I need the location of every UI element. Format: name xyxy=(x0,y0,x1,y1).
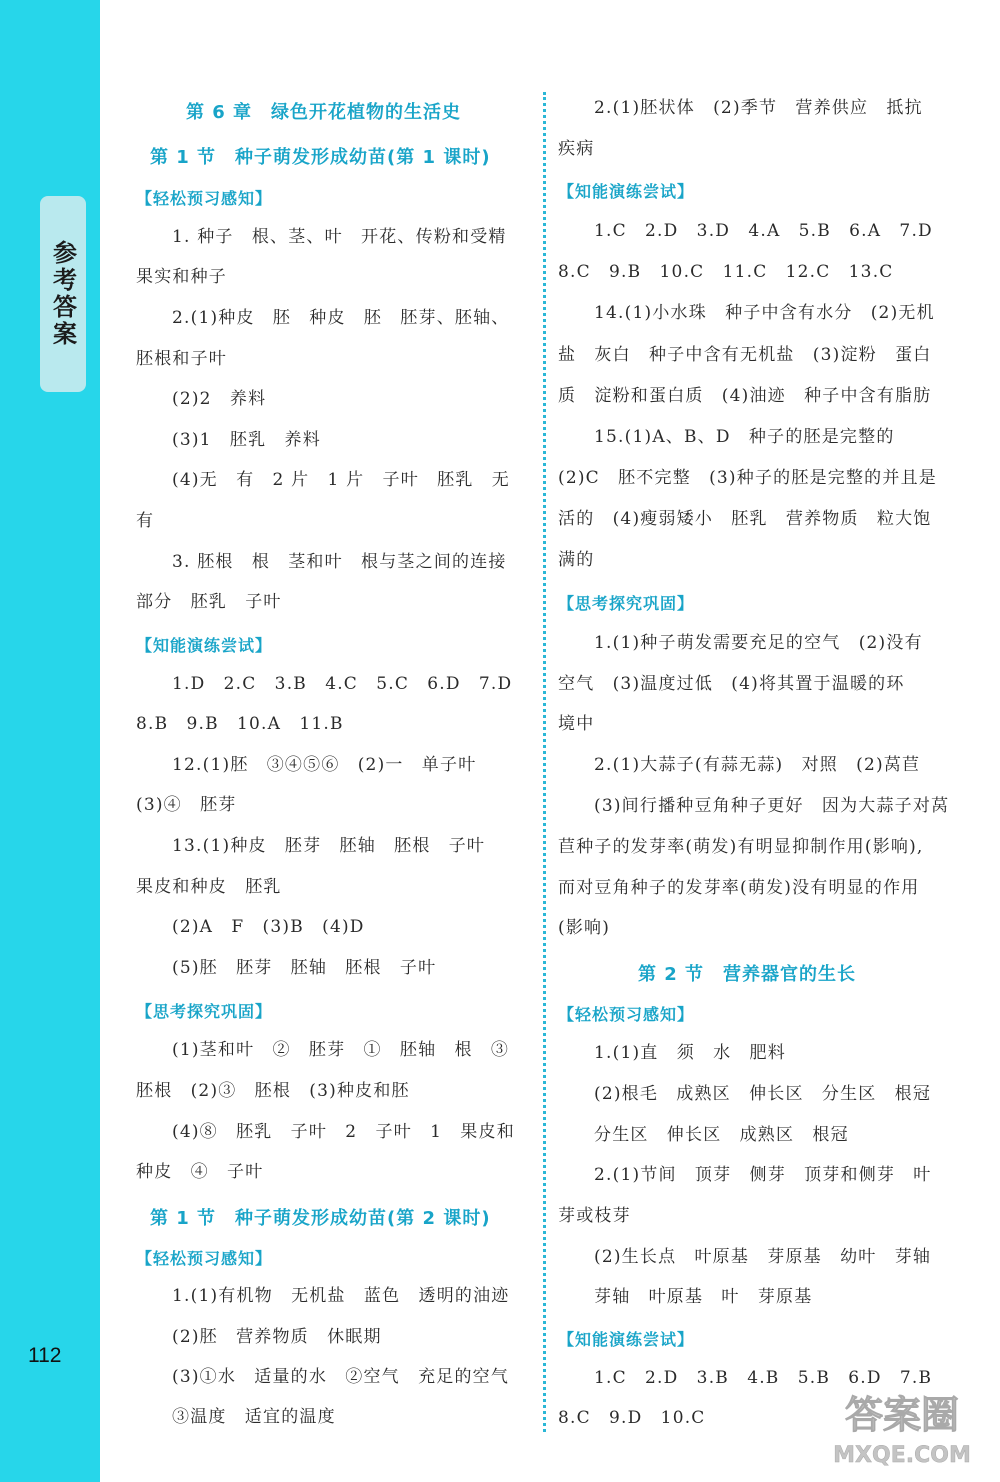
section-tab xyxy=(40,196,86,392)
answer-line: (2)2 养料 xyxy=(172,389,267,409)
answer-line: (2)生长点 叶原基 芽原基 幼叶 芽轴 xyxy=(594,1247,932,1267)
answer-line: 15.(1)A、B、D 种子的胚是完整的 xyxy=(594,427,895,447)
answer-line: 盐 灰白 种子中含有无机盐 (3)淀粉 蛋白 xyxy=(558,345,932,365)
answer-line: 1. 种子 根、茎、叶 开花、传粉和受精 xyxy=(172,227,507,247)
answer-line: 有 xyxy=(136,511,155,531)
answer-line: 境中 xyxy=(558,714,595,734)
answer-line: 8.B 9.B 10.A 11.B xyxy=(136,714,344,734)
answer-line: (3)④ 胚芽 xyxy=(136,795,237,815)
section-heading: 第 2 节 营养器官的生长 xyxy=(638,964,857,985)
section-tag-preview: 【轻松预习感知】 xyxy=(136,1249,273,1268)
answer-line: 2.(1)节间 顶芽 侧芽 顶芽和侧芽 叶 xyxy=(594,1165,932,1185)
section-tag-preview: 【轻松预习感知】 xyxy=(558,1005,695,1024)
column-divider xyxy=(543,92,546,1432)
watermark-url: MXQE.COM xyxy=(833,1443,971,1468)
answer-line: (1)茎和叶 ② 胚芽 ① 胚轴 根 ③ xyxy=(172,1040,510,1060)
answer-line: 而对豆角种子的发芽率(萌发)没有明显的作用 xyxy=(558,878,920,898)
answer-line: (3)①水 适量的水 ②空气 充足的空气 xyxy=(172,1367,510,1387)
answer-line: (2)胚 营养物质 休眠期 xyxy=(172,1327,382,1347)
answer-line: 质 淀粉和蛋白质 (4)油迹 种子中含有脂肪 xyxy=(558,386,932,406)
answer-line: 13.(1)种皮 胚芽 胚轴 胚根 子叶 xyxy=(172,836,486,856)
chapter-title: 第 6 章 绿色开花植物的生活史 xyxy=(186,102,462,123)
answer-line: (2)根毛 成熟区 伸长区 分生区 根冠 xyxy=(594,1084,932,1104)
section-tag-explore: 【思考探究巩固】 xyxy=(136,1002,273,1021)
page-number: 112 xyxy=(28,1344,62,1367)
answer-line: 分生区 伸长区 成熟区 根冠 xyxy=(594,1125,849,1145)
section-tag-preview: 【轻松预习感知】 xyxy=(136,189,273,208)
answer-line: (3)1 胚乳 养料 xyxy=(172,430,321,450)
answer-line: 2.(1)大蒜子(有蒜无蒜) 对照 (2)莴苣 xyxy=(594,755,921,775)
section-heading: 第 1 节 种子萌发形成幼苗(第 1 课时) xyxy=(150,147,491,168)
answer-line: 芽或枝芽 xyxy=(558,1206,631,1226)
answer-line: (3)间行播种豆角种子更好 因为大蒜子对莴 xyxy=(594,796,950,816)
watermark-text: 答案圈 xyxy=(844,1393,960,1437)
answer-line: 活的 (4)瘦弱矮小 胚乳 营养物质 粒大饱 xyxy=(558,509,932,529)
answer-line: 12.(1)胚 ③④⑤⑥ (2)一 单子叶 xyxy=(172,755,477,775)
answer-line: (5)胚 胚芽 胚轴 胚根 子叶 xyxy=(172,958,437,978)
section-tag-practice: 【知能演练尝试】 xyxy=(558,182,695,201)
answer-line: 1.(1)有机物 无机盐 蓝色 透明的油迹 xyxy=(172,1286,510,1306)
section-tag-practice: 【知能演练尝试】 xyxy=(558,1330,695,1349)
section-tag-practice: 【知能演练尝试】 xyxy=(136,636,273,655)
answer-line: 1.D 2.C 3.B 4.C 5.C 6.D 7.D xyxy=(172,674,513,694)
answer-line: 胚根 (2)③ 胚根 (3)种皮和胚 xyxy=(136,1081,410,1101)
answer-line: 1.(1)种子萌发需要充足的空气 (2)没有 xyxy=(594,633,923,653)
answer-line: 14.(1)小水珠 种子中含有水分 (2)无机 xyxy=(594,303,935,323)
answer-line: 种皮 ④ 子叶 xyxy=(136,1162,264,1182)
answer-line: ③温度 适宜的温度 xyxy=(172,1407,336,1427)
answer-line: 空气 (3)温度过低 (4)将其置于温暖的环 xyxy=(558,674,905,694)
answer-line: 苣种子的发芽率(萌发)有明显抑制作用(影响), xyxy=(558,837,924,857)
answer-line: 果实和种子 xyxy=(136,267,227,287)
answer-line: 疾病 xyxy=(558,139,595,159)
watermark-logo xyxy=(822,1380,982,1470)
answer-line: 2.(1)种皮 胚 种皮 胚 胚芽、胚轴、 xyxy=(172,308,510,328)
answer-line: (4)无 有 2 片 1 片 子叶 胚乳 无 xyxy=(172,470,510,490)
section-heading: 第 1 节 种子萌发形成幼苗(第 2 课时) xyxy=(150,1208,491,1229)
answer-line: (2)C 胚不完整 (3)种子的胚是完整的并且是 xyxy=(558,468,937,488)
section-tag-explore: 【思考探究巩固】 xyxy=(558,594,695,613)
answer-line: 8.C 9.D 10.C xyxy=(558,1408,706,1428)
answer-line: (4)⑧ 胚乳 子叶 2 子叶 1 果皮和 xyxy=(172,1122,515,1142)
answer-line: 芽轴 叶原基 叶 芽原基 xyxy=(594,1287,813,1307)
answer-line: (影响) xyxy=(558,918,611,938)
answer-line: 2.(1)胚状体 (2)季节 营养供应 抵抗 xyxy=(594,98,923,118)
section-tab-label: 参考答案 xyxy=(48,240,77,348)
answer-line: 8.C 9.B 10.C 11.C 12.C 13.C xyxy=(558,262,894,282)
answer-line: (2)A F (3)B (4)D xyxy=(172,917,365,937)
answer-line: 部分 胚乳 子叶 xyxy=(136,592,282,612)
answer-line: 胚根和子叶 xyxy=(136,349,227,369)
answer-line: 1.C 2.D 3.D 4.A 5.B 6.A 7.D xyxy=(594,221,933,241)
answer-line: 1.C 2.D 3.B 4.B 5.B 6.D 7.B xyxy=(594,1368,933,1388)
answer-line: 果皮和种皮 胚乳 xyxy=(136,877,282,897)
answer-line: 3. 胚根 根 茎和叶 根与茎之间的连接 xyxy=(172,552,507,572)
answer-line: 满的 xyxy=(558,550,595,570)
answer-line: 1.(1)直 须 水 肥料 xyxy=(594,1043,786,1063)
